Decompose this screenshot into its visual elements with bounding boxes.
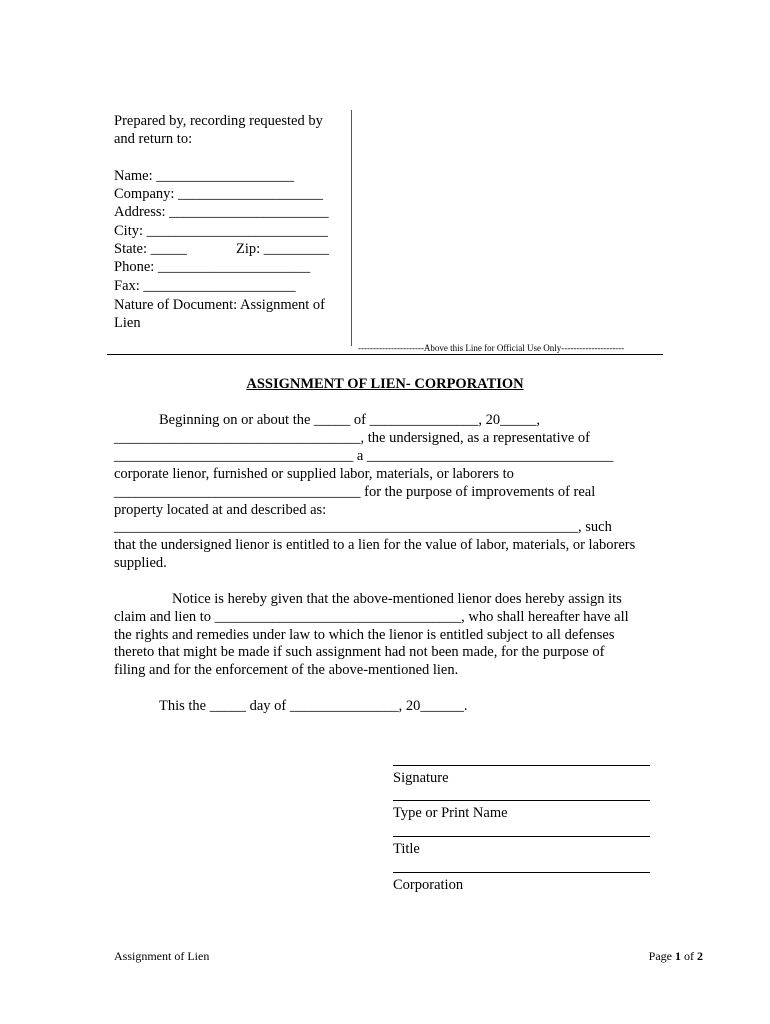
prepared-by-line2: and return to: bbox=[114, 131, 193, 147]
fax-field[interactable]: Fax: _____________________ bbox=[114, 278, 296, 294]
title-label: Title bbox=[393, 841, 420, 857]
page-current: 1 bbox=[675, 949, 681, 963]
date-line: This the _____ day of _______________, 20______. bbox=[159, 698, 468, 714]
page-of: of bbox=[681, 949, 697, 963]
para2-line1: Notice is hereby given that the above-mentioned lienor does hereby assign its bbox=[172, 591, 622, 607]
page-prefix: Page bbox=[648, 949, 675, 963]
para1-line1: Beginning on or about the _____ of _______________, 20_____, bbox=[159, 412, 541, 428]
page-total: 2 bbox=[697, 949, 703, 963]
para1-line8: that the undersigned lienor is entitled to a lien for the value of labor, materials, or laborers bbox=[114, 537, 636, 553]
para1-line9: supplied. bbox=[114, 555, 167, 571]
para2-line2: claim and lien to __________________________________, who shall hereafter have all bbox=[114, 609, 629, 625]
para2-line3: the rights and remedies under law to which the lienor is entitled subject to all defenses bbox=[114, 627, 615, 643]
para1-line4: corporate lienor, furnished or supplied labor, materials, or laborers to bbox=[114, 466, 514, 482]
para1-line6: property located at and described as: bbox=[114, 502, 327, 518]
nature-of-document-line2: Lien bbox=[114, 315, 141, 331]
official-use-notice: ----------------------Above this Line for Official Use Only--------------------- bbox=[358, 343, 625, 353]
footer-document-name: Assignment of Lien bbox=[114, 949, 210, 963]
name-field[interactable]: Name: ___________________ bbox=[114, 168, 295, 184]
zip-field[interactable]: Zip: _________ bbox=[236, 241, 330, 257]
para1-line7: ________________________________________________________________, such bbox=[114, 519, 612, 535]
para1-line2: __________________________________, the undersigned, as a representative of bbox=[114, 430, 590, 446]
header-horizontal-rule bbox=[107, 354, 663, 355]
corporation-label: Corporation bbox=[393, 877, 464, 893]
footer-page-number bbox=[649, 949, 703, 963]
signature-line[interactable] bbox=[393, 765, 650, 766]
para1-line5: __________________________________ for the purpose of improvements of real bbox=[114, 484, 596, 500]
title-line[interactable] bbox=[393, 836, 650, 837]
para1-line3: _________________________________ a __________________________________ bbox=[114, 448, 614, 464]
signature-label: Signature bbox=[393, 770, 449, 786]
print-name-label: Type or Print Name bbox=[393, 805, 508, 821]
state-field[interactable]: State: _____ bbox=[114, 241, 187, 257]
nature-of-document-line1: Nature of Document: Assignment of bbox=[114, 297, 326, 313]
address-field[interactable]: Address: ______________________ bbox=[114, 204, 329, 220]
document-title: ASSIGNMENT OF LIEN- CORPORATION bbox=[246, 376, 524, 392]
prepared-by-line1: Prepared by, recording requested by bbox=[114, 113, 323, 129]
print-name-line[interactable] bbox=[393, 800, 650, 801]
para2-line5: filing and for the enforcement of the above-mentioned lien. bbox=[114, 662, 459, 678]
para2-line4: thereto that might be made if such assignment had not been made, for the purpose of bbox=[114, 644, 605, 660]
header-vertical-divider bbox=[351, 110, 352, 346]
phone-field[interactable]: Phone: _____________________ bbox=[114, 259, 311, 275]
company-field[interactable]: Company: ____________________ bbox=[114, 186, 324, 202]
city-field[interactable]: City: _________________________ bbox=[114, 223, 328, 239]
corporation-line[interactable] bbox=[393, 872, 650, 873]
